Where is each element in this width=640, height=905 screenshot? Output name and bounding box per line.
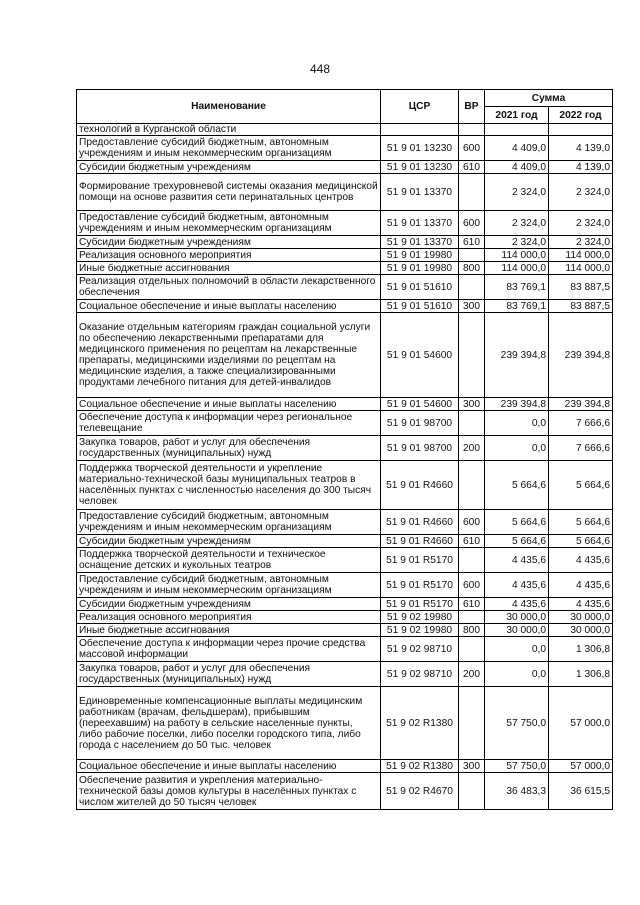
row-value-2022: 5 664,6 [549,535,613,548]
row-csr: 51 9 01 R4660 [381,535,459,548]
row-csr: 51 9 01 13370 [381,211,459,236]
row-csr: 51 9 02 R1380 [381,687,459,760]
row-csr: 51 9 01 R4660 [381,510,459,535]
row-vr: 200 [459,436,485,461]
table-row [77,124,613,136]
row-name: Единовременные компенсационные выплаты медицинским работникам (врачам, фельдшерам), прибывшим (переехавшим) на работу в сельские населенные пункты, либо рабочие поселки, либо поселки городского типа, либо города с населением до 50 тыс. человек [77,687,381,760]
row-vr: 300 [459,300,485,313]
table-row [77,611,613,624]
row-value-2021: 4 435,6 [485,598,549,611]
table-body [77,124,613,810]
row-value-2022: 57 000,0 [549,760,613,773]
row-value-2022: 7 666,6 [549,411,613,436]
row-csr: 51 9 01 R5170 [381,598,459,611]
row-value-2021: 114 000,0 [485,262,549,275]
row-value-2021: 4 435,6 [485,573,549,598]
row-name: Обеспечение доступа к информации через региональное телевещание [77,411,381,436]
row-name: Закупка товаров, работ и услуг для обеспечения государственных (муниципальных) нужд [77,436,381,461]
budget-table [76,89,613,810]
table-row [77,161,613,174]
row-csr: 51 9 02 19980 [381,611,459,624]
row-csr: 51 9 01 R4660 [381,461,459,510]
row-value-2022: 239 394,8 [549,398,613,411]
row-value-2021: 5 664,6 [485,535,549,548]
row-name: Предоставление субсидий бюджетным, автономным учреждениям и иным некоммерческим организациям [77,136,381,161]
table-row [77,535,613,548]
table-row [77,275,613,300]
table-row [77,313,613,398]
header-vr: ВР [459,90,485,124]
row-value-2021: 30 000,0 [485,611,549,624]
row-name: Поддержка творческой деятельности и техническое оснащение детских и кукольных театров [77,548,381,573]
row-vr: 300 [459,398,485,411]
row-csr: 51 9 02 R4670 [381,773,459,810]
row-name: Социальное обеспечение и иные выплаты населению [77,398,381,411]
row-name: Субсидии бюджетным учреждениям [77,236,381,249]
row-csr: 51 9 01 13230 [381,161,459,174]
row-csr: 51 9 01 98700 [381,436,459,461]
row-vr: 600 [459,211,485,236]
row-vr [459,461,485,510]
table-row [77,249,613,262]
row-value-2021: 83 769,1 [485,300,549,313]
row-value-2021: 0,0 [485,436,549,461]
table-row [77,662,613,687]
row-csr: 51 9 01 98700 [381,411,459,436]
row-name: Предоставление субсидий бюджетным, автономным учреждениям и иным некоммерческим организациям [77,573,381,598]
table-row [77,174,613,211]
row-name: Иные бюджетные ассигнования [77,624,381,637]
row-value-2022: 5 664,6 [549,461,613,510]
row-vr [459,411,485,436]
row-value-2021: 5 664,6 [485,510,549,535]
row-value-2022: 30 000,0 [549,611,613,624]
row-csr: 51 9 02 19980 [381,624,459,637]
row-csr: 51 9 02 98710 [381,637,459,662]
table-row [77,436,613,461]
header-2022: 2022 год [549,107,613,124]
row-csr: 51 9 01 13230 [381,136,459,161]
row-vr [459,275,485,300]
row-name: Иные бюджетные ассигнования [77,262,381,275]
row-value-2022 [549,124,613,136]
row-value-2021: 57 750,0 [485,687,549,760]
row-value-2022: 4 139,0 [549,161,613,174]
row-value-2022: 83 887,5 [549,275,613,300]
row-value-2021: 2 324,0 [485,211,549,236]
row-csr: 51 9 02 R1380 [381,760,459,773]
table-row [77,211,613,236]
table-row [77,637,613,662]
row-value-2022: 57 000,0 [549,687,613,760]
row-vr: 300 [459,760,485,773]
row-csr: 51 9 01 54600 [381,398,459,411]
row-name: Реализация основного мероприятия [77,249,381,262]
row-csr: 51 9 01 13370 [381,174,459,211]
row-value-2022: 2 324,0 [549,211,613,236]
row-value-2021: 36 483,3 [485,773,549,810]
row-value-2021: 57 750,0 [485,760,549,773]
table-row [77,411,613,436]
table-row [77,598,613,611]
row-csr: 51 9 01 54600 [381,313,459,398]
row-value-2021: 114 000,0 [485,249,549,262]
row-name: Социальное обеспечение и иные выплаты населению [77,300,381,313]
row-name: Субсидии бюджетным учреждениям [77,598,381,611]
row-value-2022: 1 306,8 [549,637,613,662]
row-vr: 800 [459,262,485,275]
row-csr: 51 9 01 13370 [381,236,459,249]
row-value-2022: 4 435,6 [549,598,613,611]
row-vr: 610 [459,598,485,611]
row-name: технологий в Курганской области [77,124,381,136]
row-value-2021: 0,0 [485,662,549,687]
row-csr [381,124,459,136]
row-value-2022: 7 666,6 [549,436,613,461]
row-value-2022: 2 324,0 [549,236,613,249]
row-value-2022: 30 000,0 [549,624,613,637]
header-sum: Сумма [485,90,613,107]
row-csr: 51 9 01 19980 [381,249,459,262]
row-name: Предоставление субсидий бюджетным, автономным учреждениям и иным некоммерческим организациям [77,211,381,236]
row-value-2021: 4 409,0 [485,161,549,174]
row-value-2021 [485,124,549,136]
row-value-2022: 4 435,6 [549,573,613,598]
row-vr [459,637,485,662]
row-value-2021: 30 000,0 [485,624,549,637]
row-value-2021: 2 324,0 [485,236,549,249]
header-2021: 2021 год [485,107,549,124]
row-value-2021: 0,0 [485,637,549,662]
row-name: Реализация отдельных полномочий в области лекарственного обеспечения [77,275,381,300]
row-vr: 800 [459,624,485,637]
row-vr: 600 [459,510,485,535]
row-vr [459,548,485,573]
row-name: Субсидии бюджетным учреждениям [77,161,381,174]
table-row [77,624,613,637]
table-row [77,398,613,411]
row-vr [459,174,485,211]
row-name: Закупка товаров, работ и услуг для обеспечения государственных (муниципальных) нужд [77,662,381,687]
row-vr [459,249,485,262]
row-vr [459,687,485,760]
row-name: Социальное обеспечение и иные выплаты населению [77,760,381,773]
table-row [77,548,613,573]
row-value-2022: 239 394,8 [549,313,613,398]
row-value-2022: 4 139,0 [549,136,613,161]
row-csr: 51 9 01 19980 [381,262,459,275]
row-vr [459,773,485,810]
table-row [77,262,613,275]
row-value-2021: 4 435,6 [485,548,549,573]
row-value-2022: 114 000,0 [549,262,613,275]
row-value-2022: 5 664,6 [549,510,613,535]
table-row [77,300,613,313]
row-vr: 200 [459,662,485,687]
row-name: Предоставление субсидий бюджетным, автономным учреждениям и иным некоммерческим организациям [77,510,381,535]
table-row [77,760,613,773]
row-csr: 51 9 01 R5170 [381,573,459,598]
row-value-2021: 5 664,6 [485,461,549,510]
row-vr [459,611,485,624]
row-vr: 600 [459,573,485,598]
row-csr: 51 9 01 R5170 [381,548,459,573]
row-vr: 610 [459,236,485,249]
row-value-2022: 2 324,0 [549,174,613,211]
page-number: 448 [309,62,331,76]
header-name: Наименование [77,90,381,124]
row-vr: 610 [459,535,485,548]
row-name: Субсидии бюджетным учреждениям [77,535,381,548]
row-name: Оказание отдельным категориям граждан социальной услуги по обеспечению лекарственными препаратами для медицинского применения по рецептам на лекарственные препараты, медицинскими изделиями по рецептам на медицинские изделия, а также специализированными продуктами лечебного питания для детей-инвалидов [77,313,381,398]
row-value-2021: 239 394,8 [485,398,549,411]
row-vr: 610 [459,161,485,174]
row-vr [459,124,485,136]
table-row [77,461,613,510]
row-value-2021: 4 409,0 [485,136,549,161]
row-value-2021: 83 769,1 [485,275,549,300]
table-row [77,236,613,249]
table-row [77,136,613,161]
row-csr: 51 9 01 51610 [381,275,459,300]
row-value-2022: 114 000,0 [549,249,613,262]
row-value-2022: 4 435,6 [549,548,613,573]
row-value-2021: 2 324,0 [485,174,549,211]
row-value-2022: 83 887,5 [549,300,613,313]
row-name: Реализация основного мероприятия [77,611,381,624]
row-name: Формирование трехуровневой системы оказания медицинской помощи на основе развития сети перинатальных центров [77,174,381,211]
row-csr: 51 9 02 98710 [381,662,459,687]
table-row [77,687,613,760]
row-value-2021: 0,0 [485,411,549,436]
row-vr [459,313,485,398]
row-name: Поддержка творческой деятельности и укрепление материально-технической базы муниципальных театров в населённых пунктах с численностью населения до 300 тысяч человек [77,461,381,510]
row-name: Обеспечение развития и укрепления материально-технической базы домов культуры в населённых пунктах с числом жителей до 50 тысяч человек [77,773,381,810]
header-csr: ЦСР [381,90,459,124]
row-value-2022: 1 306,8 [549,662,613,687]
row-csr: 51 9 01 51610 [381,300,459,313]
row-vr: 600 [459,136,485,161]
table-row [77,573,613,598]
table-row [77,510,613,535]
row-value-2021: 239 394,8 [485,313,549,398]
row-value-2022: 36 615,5 [549,773,613,810]
table-row [77,773,613,810]
row-name: Обеспечение доступа к информации через прочие средства массовой информации [77,637,381,662]
